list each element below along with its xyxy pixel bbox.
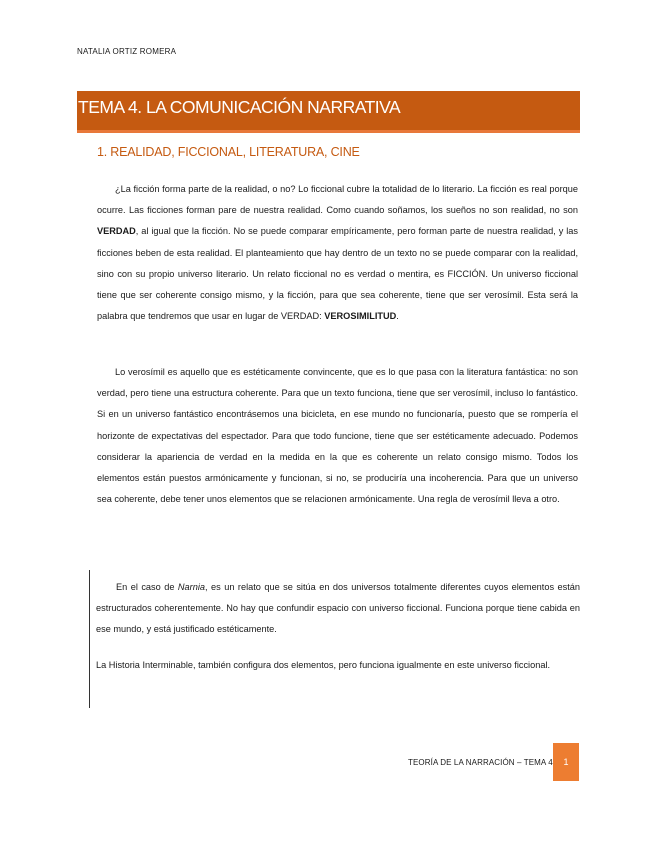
quote-p1-italic: Narnia: [177, 582, 205, 592]
paragraph-1-text-middle: , al igual que la ficción. No se puede comparar empíricamente, pero forman parte de nuestra realidad, y las ficciones beben de esta realidad. El planteamiento que hay dentro de un texto no se puede comparar con la realidad, sino con su propio universo literario. Un relato ficcional no es verdad o mentira, es FICCIÓN. Un universo ficcional tiene que ser coherente consigo mismo, y la ficción, para que sea coherente, tiene que ser verosímil. Esta será la palabra que tendremos que usar en lugar de VERDAD:: [97, 226, 578, 322]
section-heading: 1. REALIDAD, FICCIONAL, LITERATURA, CINE: [97, 145, 360, 159]
header-author: NATALIA ORTIZ ROMERA: [77, 47, 177, 56]
paragraph-2: [97, 362, 578, 510]
quote-p1-before: En el caso de: [116, 582, 178, 592]
footer-text: TEORÍA DE LA NARRACIÓN – TEMA 4: [408, 758, 553, 767]
paragraph-2-text: Lo verosímil es aquello que es estéticamente convincente, que es lo que pasa con la literatura fantástica: no son verdad, pero tiene una estructura coherente. Para que un texto funciona, tiene que ser verosímil, incluso lo fantástico. Si en un universo fantástico encontrásemos una bicicleta, en ese mundo no funcionaría, puesto que se rompería el horizonte de expectativas del espectador. Para que todo funcione, tiene que ser estéticamente adecuado. Podemos considerar la apariencia de verdad en la medida en la que es coherente un relato consigo mismo. Todos los elementos están puestos armónicamente y funcionan, si no, se produciría una incoherencia. Para que un universo sea coherente, debe tener unos elementos que se relacionen armónicamente. Una regla de verosímil lleva a otro.: [97, 367, 578, 505]
title-band: [77, 91, 580, 133]
quote-p1-after: , es un relato que se sitúa en dos universos totalmente diferentes cuyos elementos están estructurados coherentemente. No hay que confundir espacio con universo ficcional. Funciona porque tiene cabida en ese mundo, y está justificado estéticamente.: [96, 582, 580, 635]
page-number: 1: [553, 743, 579, 781]
paragraph-1-text-end: .: [396, 311, 399, 322]
paragraph-1: [97, 179, 578, 327]
page-title: TEMA 4. LA COMUNICACIÓN NARRATIVA: [78, 97, 401, 117]
quote-block: [89, 570, 580, 708]
quote-paragraph-1: [96, 577, 580, 641]
quote-paragraph-2: La Historia Interminable, también configura dos elementos, pero funciona igualmente en este universo ficcional.: [96, 660, 551, 670]
paragraph-1-bold-verosimilitud: VEROSIMILITUD: [324, 311, 397, 322]
paragraph-1-bold-verdad: VERDAD: [97, 226, 136, 237]
paragraph-1-text-before: ¿La ficción forma parte de la realidad, o no? Lo ficcional cubre la totalidad de lo literario. La ficción es real porque ocurre. Las ficciones forman pare de nuestra realidad. Como cuando soñamos, los sueños no son realidad, no son: [97, 184, 578, 216]
